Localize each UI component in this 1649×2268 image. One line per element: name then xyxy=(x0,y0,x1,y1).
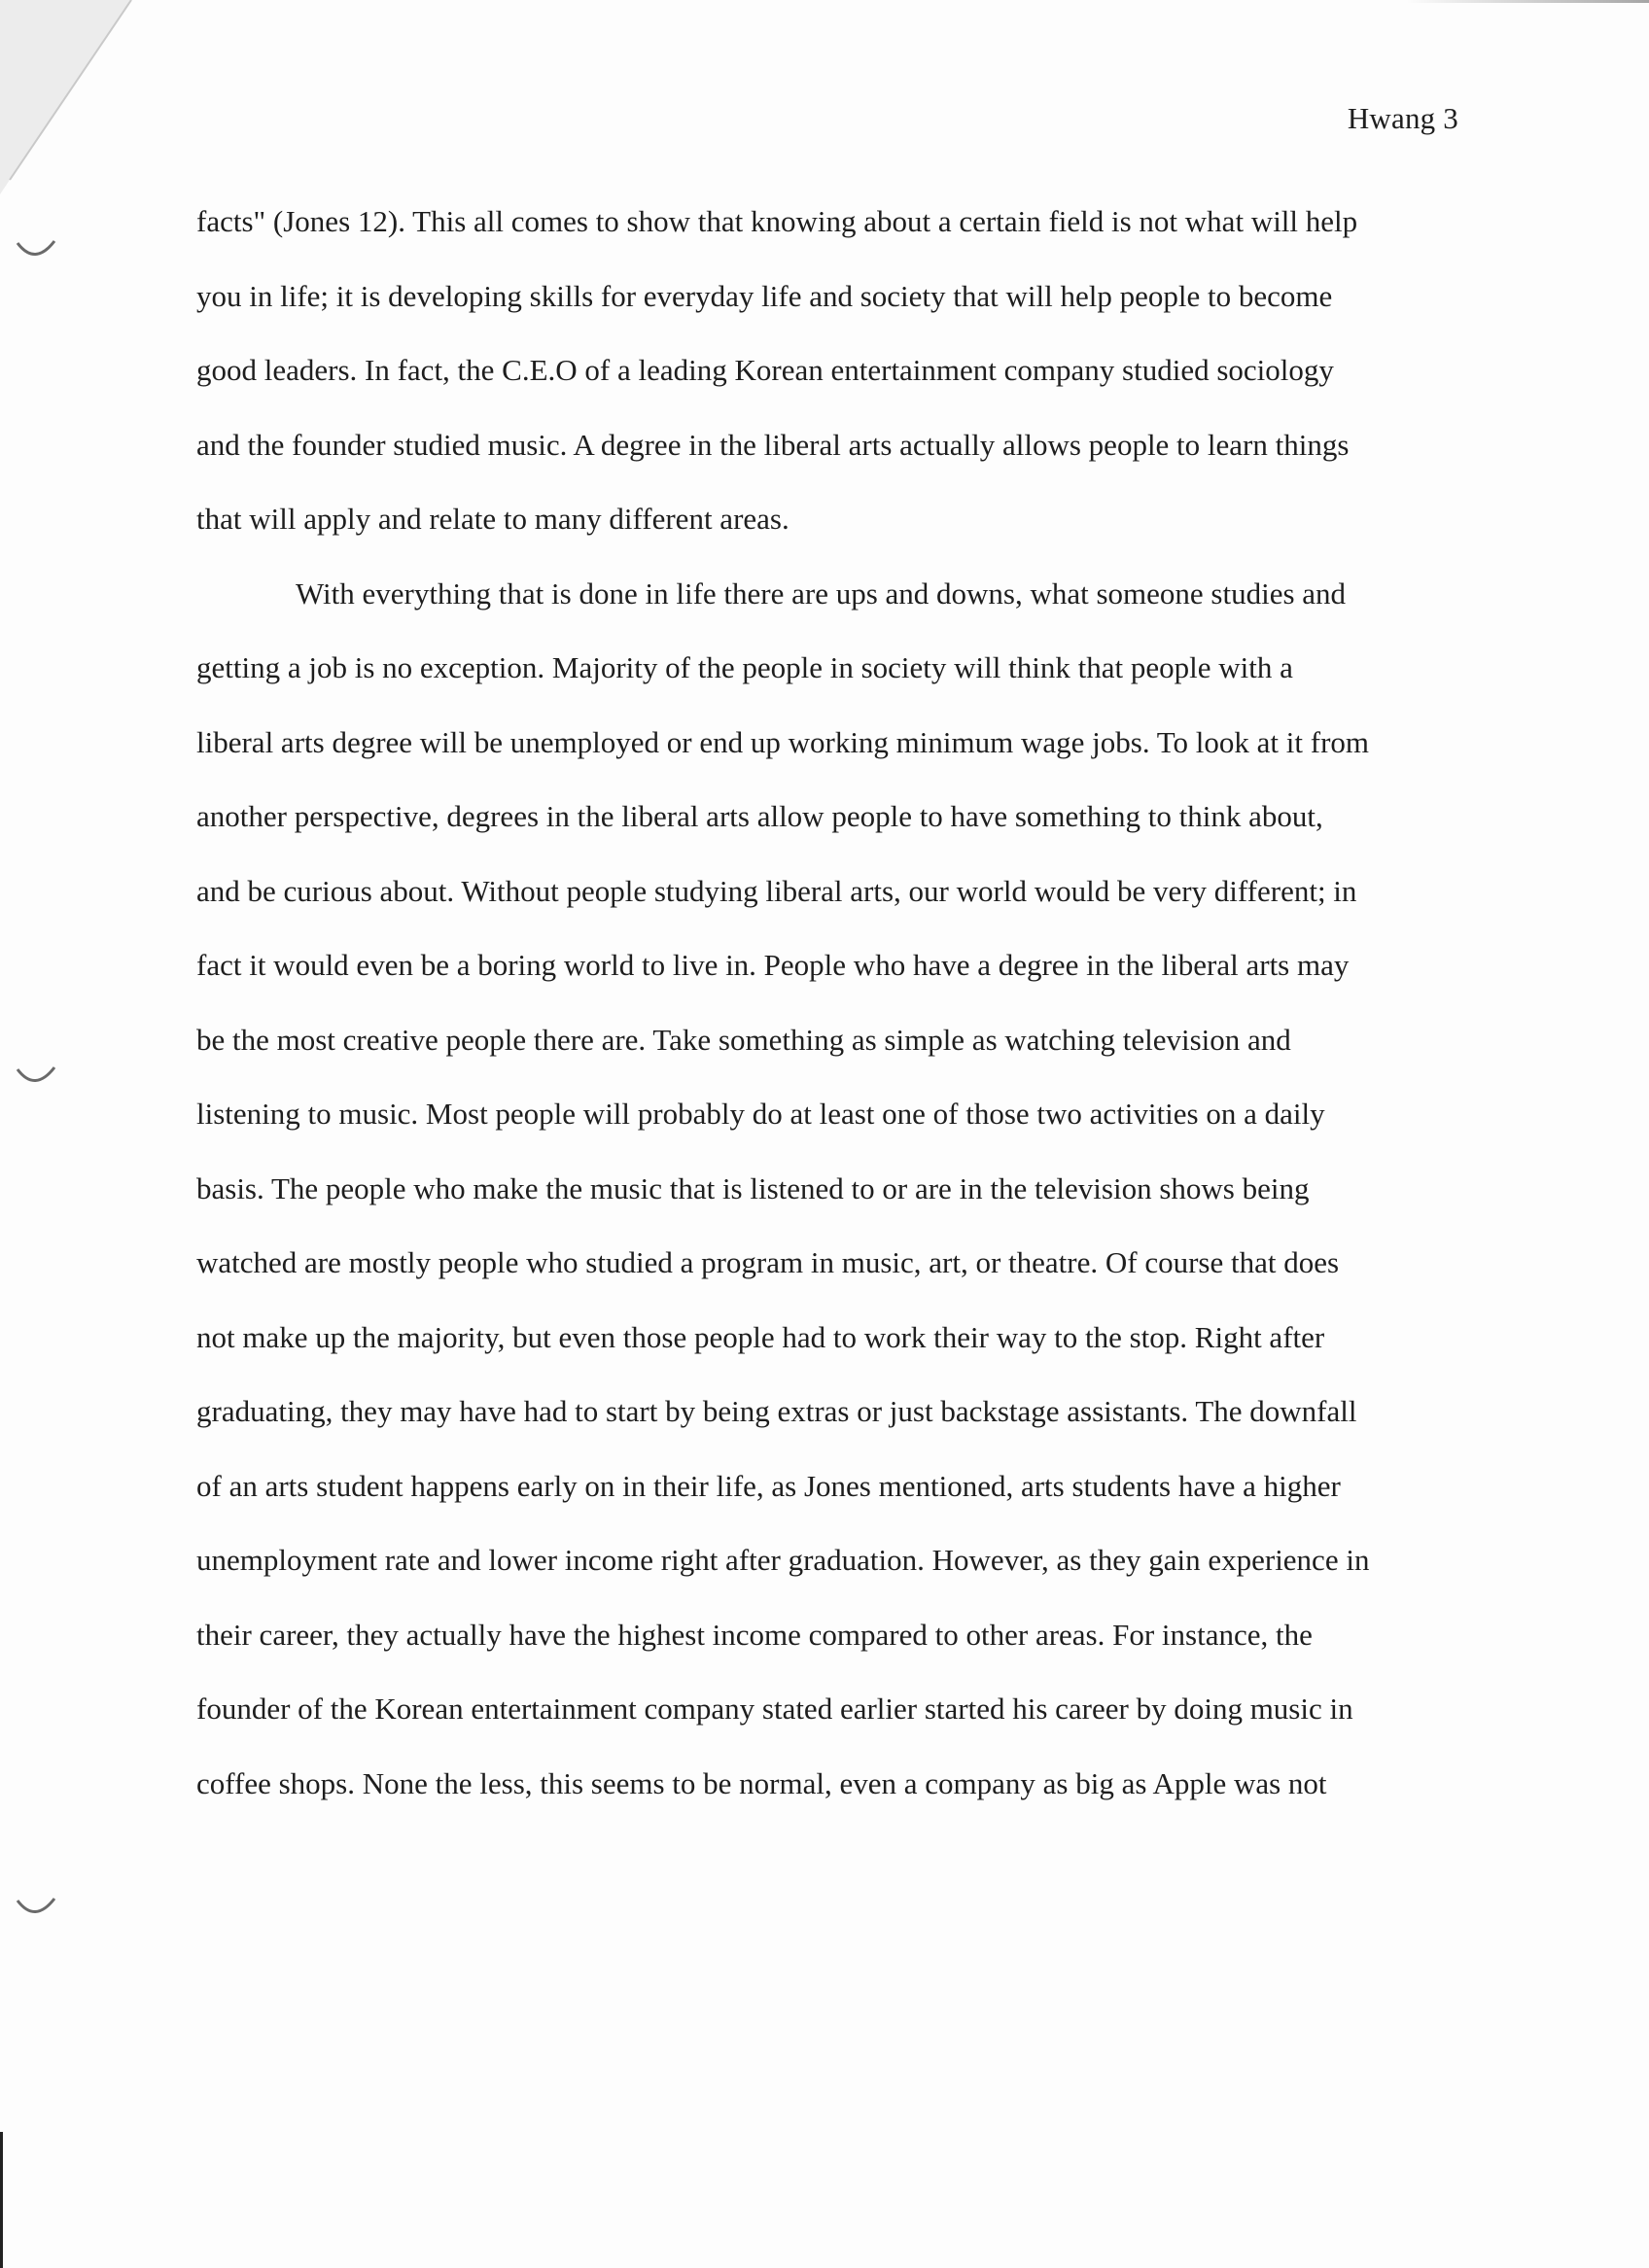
scan-edge-shadow-left xyxy=(0,2132,3,2268)
text-line: getting a job is no exception. Majority of the people in society will think that people with a xyxy=(196,650,1293,684)
punch-hole-top xyxy=(14,233,56,262)
text-line: basis. The people who make the music that is listened to or are in the television shows being xyxy=(196,1170,1310,1205)
scan-edge-shadow-top xyxy=(1406,0,1649,3)
text-line: good leaders. In fact, the C.E.O of a leading Korean entertainment company studied sociology xyxy=(196,353,1334,387)
folded-corner-artifact xyxy=(0,0,136,194)
paragraph xyxy=(196,185,1470,557)
text-line: their career, they actually have the highest income compared to other areas. For instance, the xyxy=(196,1617,1313,1652)
text-line: and the founder studied music. A degree in the liberal arts actually allows people to learn things xyxy=(196,427,1350,462)
text-line: of an arts student happens early on in their life, as Jones mentioned, arts students have a higher xyxy=(196,1468,1341,1503)
text-line: that will apply and relate to many different areas. xyxy=(196,502,789,536)
text-line: facts" (Jones 12). This all comes to show that knowing about a certain field is not what will help xyxy=(196,204,1358,238)
text-line: another perspective, degrees in the liberal arts allow people to have something to think about, xyxy=(196,799,1323,833)
text-line: unemployment rate and lower income right after graduation. However, as they gain experience in xyxy=(196,1543,1370,1577)
text-line: coffee shops. None the less, this seems to be normal, even a company as big as Apple was not xyxy=(196,1765,1327,1800)
text-line: graduating, they may have had to start by being extras or just backstage assistants. The downfall xyxy=(196,1394,1357,1428)
running-head: Hwang 3 xyxy=(1347,101,1458,135)
essay-body xyxy=(196,185,1470,1821)
text-line: be the most creative people there are. Take something as simple as watching television and xyxy=(196,1022,1291,1057)
text-line: With everything that is done in life there are ups and downs, what someone studies and xyxy=(296,576,1347,611)
text-line: listening to music. Most people will probably do at least one of those two activities on a daily xyxy=(196,1097,1325,1131)
punch-hole-middle xyxy=(14,1060,56,1089)
text-line: founder of the Korean entertainment company stated earlier started his career by doing music in xyxy=(196,1692,1353,1726)
text-line: watched are mostly people who studied a program in music, art, or theatre. Of course that does xyxy=(196,1245,1340,1279)
text-line: you in life; it is developing skills for everyday life and society that will help people to become xyxy=(196,278,1333,313)
text-line: not make up the majority, but even those people had to work their way to the stop. Right after xyxy=(196,1319,1325,1354)
punch-hole-bottom xyxy=(14,1891,56,1920)
text-line: and be curious about. Without people studying liberal arts, our world would be very different; in xyxy=(196,873,1357,908)
text-line: liberal arts degree will be unemployed or end up working minimum wage jobs. To look at it from xyxy=(196,724,1370,759)
text-line: fact it would even be a boring world to live in. People who have a degree in the liberal arts may xyxy=(196,948,1350,982)
paragraph xyxy=(196,557,1470,1822)
